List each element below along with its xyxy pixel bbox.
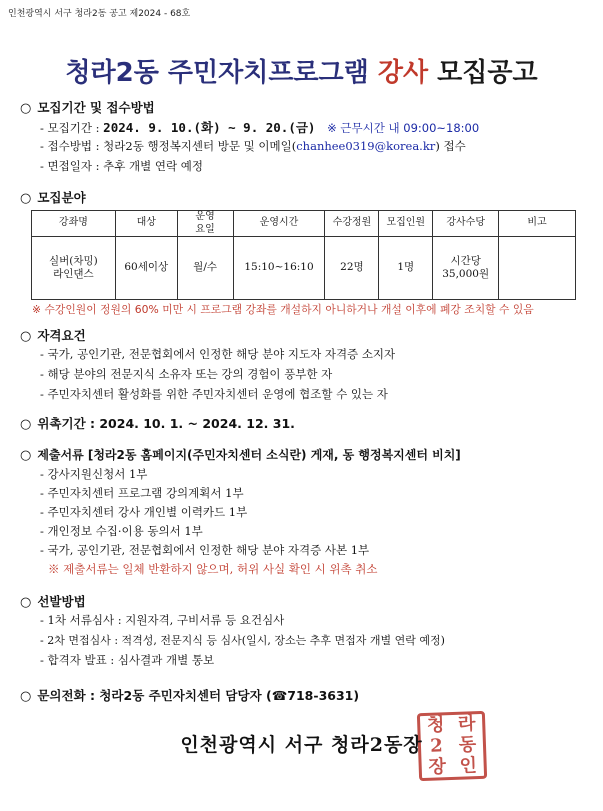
table-cell: 시간당 35,000원 xyxy=(433,237,499,300)
list-item: - 주민자치센터 프로그램 강의계획서 1부 xyxy=(40,486,244,500)
section-documents-heading: ○ 제출서류 [청라2동 홈페이지(주민자치센터 소식란) 게재, 동 행정복지센터 비치] xyxy=(20,448,461,463)
hollow-circle-icon: ○ xyxy=(20,417,32,432)
list-item: - 개인정보 수집·이용 동의서 1부 xyxy=(40,524,203,538)
table-cell: 22명 xyxy=(325,237,379,300)
table-header-cell: 수강정원 xyxy=(325,211,379,237)
hollow-circle-icon: ○ xyxy=(20,329,32,344)
cancellation-warning: ※ 수강인원이 정원의 60% 미만 시 프로그램 강좌를 개설하지 아니하거나 개설 이후에 폐강 조치할 수 있음 xyxy=(32,303,534,316)
period-line: - 모집기간 : 2024. 9. 10.(화) ~ 9. 20.(금) ※ 근무시간 내 09:00~18:00 xyxy=(40,120,480,135)
table-header-cell: 모집인원 xyxy=(379,211,433,237)
section-selection-heading: ○ 선발방법 xyxy=(20,594,86,610)
table-header-cell: 강사수당 xyxy=(433,211,499,237)
title-part1: 청라2동 주민자치프로그램 xyxy=(65,58,378,88)
list-item: - 주민자치센터 강사 개인별 이력카드 1부 xyxy=(40,505,248,519)
table-cell: 월/수 xyxy=(177,237,233,300)
email-link[interactable]: chanhee0319@korea.kr xyxy=(296,139,436,153)
page-title xyxy=(0,52,603,89)
title-part3: 모집공고 xyxy=(428,58,538,88)
table-cell: 60세이상 xyxy=(115,237,177,300)
hollow-circle-icon: ○ xyxy=(20,101,32,116)
list-item: - 합격자 발표 : 심사결과 개별 통보 xyxy=(40,653,215,667)
table-header-cell: 비고 xyxy=(499,211,576,237)
table-header-cell: 강좌명 xyxy=(32,211,116,237)
working-hours-note: ※ 근무시간 내 09:00~18:00 xyxy=(327,121,480,135)
section-period-heading: ○ 모집기간 및 접수방법 xyxy=(20,100,155,116)
list-item: - 2차 면접심사 : 적격성, 전문지식 등 심사(일시, 장소는 추후 면접자 개별 연락 예정) xyxy=(40,634,445,647)
section-field-heading: ○ 모집분야 xyxy=(20,190,86,206)
table-row xyxy=(32,237,576,300)
method-line: - 접수방법 : 청라2동 행정복지센터 방문 및 이메일(chanhee0319@korea.kr) 접수 xyxy=(40,139,466,153)
table-header-cell: 대상 xyxy=(115,211,177,237)
table-header-row xyxy=(32,211,576,237)
list-item: - 해당 분야의 전문지식 소유자 또는 강의 경험이 풍부한 자 xyxy=(40,367,333,381)
signature-line: 인천광역시 서구 청라2동장 xyxy=(180,734,423,756)
section-qualification-heading: ○ 자격요건 xyxy=(20,328,86,344)
list-item: - 주민자치센터 활성화를 위한 주민자치센터 운영에 협조할 수 있는 자 xyxy=(40,387,388,401)
table-cell: 실버(차밍) 라인댄스 xyxy=(32,237,116,300)
hollow-circle-icon: ○ xyxy=(20,448,32,463)
list-item: - 국가, 공인기관, 전문협회에서 인정한 해당 분야 지도자 자격증 소지자 xyxy=(40,347,396,361)
hollow-circle-icon: ○ xyxy=(20,689,32,704)
official-seal: 청 라 2 동 장 인 xyxy=(417,711,487,781)
title-highlight: 강사 xyxy=(377,58,429,88)
recruit-table xyxy=(31,210,576,300)
list-item: - 국가, 공인기관, 전문협회에서 인정한 해당 분야 자격증 사본 1부 xyxy=(40,543,370,557)
table-cell: 1명 xyxy=(379,237,433,300)
table-header-cell: 운영 요일 xyxy=(177,211,233,237)
hollow-circle-icon: ○ xyxy=(20,191,32,206)
table-cell xyxy=(499,237,576,300)
list-item: - 1차 서류심사 : 지원자격, 구비서류 등 요건심사 xyxy=(40,613,285,627)
table-cell: 15:10~16:10 xyxy=(233,237,325,300)
table-header-cell: 운영시간 xyxy=(233,211,325,237)
interview-line: - 면접일자 : 추후 개별 연락 예정 xyxy=(40,159,204,173)
contact-line: ○ 문의전화 : 청라2동 주민자치센터 담당자 (☎718-3631) xyxy=(20,688,360,704)
list-item: - 강사지원신청서 1부 xyxy=(40,467,148,481)
document-number: 인천광역시 서구 청라2동 공고 제2024 - 68호 xyxy=(8,9,191,19)
hollow-circle-icon: ○ xyxy=(20,595,32,610)
documents-note: ※ 제출서류는 일체 반환하지 않으며, 허위 사실 확인 시 위촉 취소 xyxy=(48,562,378,576)
section-term-heading: ○ 위촉기간 : 2024. 10. 1. ~ 2024. 12. 31. xyxy=(20,416,295,432)
